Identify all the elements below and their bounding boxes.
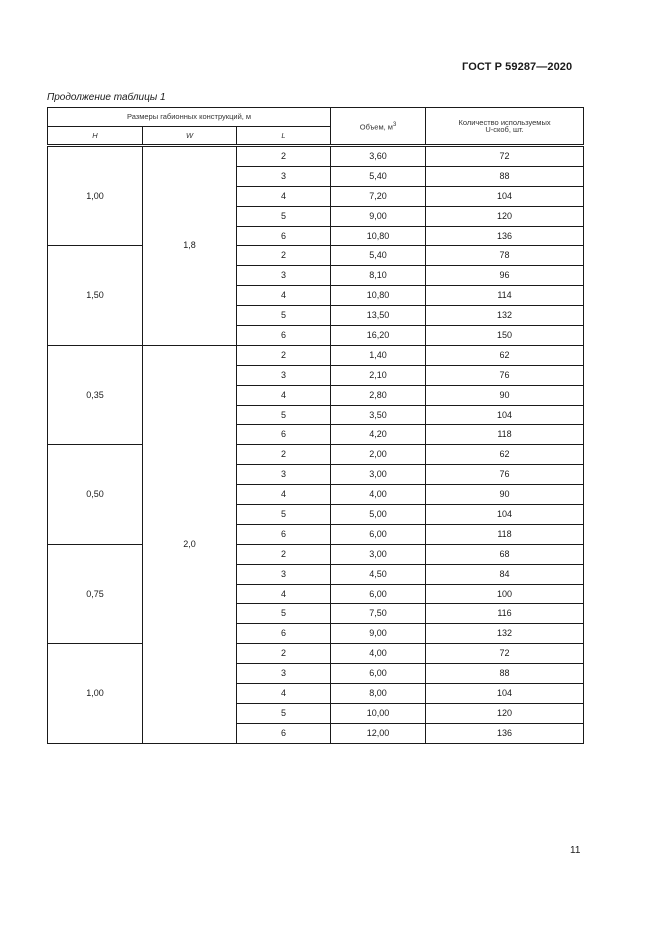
cell-l: 2 bbox=[237, 644, 331, 664]
cell-l: 5 bbox=[237, 703, 331, 723]
cell-volume: 8,00 bbox=[331, 684, 426, 704]
cell-l: 3 bbox=[237, 365, 331, 385]
cell-volume: 7,20 bbox=[331, 186, 426, 206]
cell-u-clip-count: 118 bbox=[426, 425, 584, 445]
cell-volume: 2,10 bbox=[331, 365, 426, 385]
cell-volume: 4,20 bbox=[331, 425, 426, 445]
cell-volume: 9,00 bbox=[331, 624, 426, 644]
cell-l: 4 bbox=[237, 485, 331, 505]
cell-u-clip-count: 114 bbox=[426, 286, 584, 306]
header-w: W bbox=[143, 127, 237, 145]
cell-u-clip-count: 104 bbox=[426, 505, 584, 525]
cell-u-clip-count: 62 bbox=[426, 445, 584, 465]
header-volume-superscript: 3 bbox=[392, 121, 397, 128]
cell-h: 1,00 bbox=[48, 644, 143, 743]
cell-l: 4 bbox=[237, 286, 331, 306]
cell-volume: 10,00 bbox=[331, 703, 426, 723]
cell-l: 6 bbox=[237, 723, 331, 743]
cell-u-clip-count: 118 bbox=[426, 524, 584, 544]
cell-u-clip-count: 72 bbox=[426, 644, 584, 664]
cell-u-clip-count: 104 bbox=[426, 684, 584, 704]
cell-l: 4 bbox=[237, 385, 331, 405]
cell-l: 3 bbox=[237, 266, 331, 286]
cell-w: 1,8 bbox=[143, 147, 237, 346]
header-count-line2: U-скоб, шт. bbox=[485, 125, 524, 134]
cell-volume: 2,00 bbox=[331, 445, 426, 465]
gabion-dimensions-table bbox=[47, 107, 584, 744]
cell-volume: 6,00 bbox=[331, 664, 426, 684]
table-row bbox=[48, 544, 584, 564]
cell-l: 2 bbox=[237, 445, 331, 465]
cell-u-clip-count: 100 bbox=[426, 584, 584, 604]
table-row bbox=[48, 644, 584, 664]
cell-u-clip-count: 90 bbox=[426, 385, 584, 405]
cell-l: 5 bbox=[237, 306, 331, 326]
cell-u-clip-count: 76 bbox=[426, 465, 584, 485]
cell-volume: 2,80 bbox=[331, 385, 426, 405]
cell-volume: 5,40 bbox=[331, 246, 426, 266]
cell-volume: 13,50 bbox=[331, 306, 426, 326]
cell-volume: 7,50 bbox=[331, 604, 426, 624]
cell-volume: 4,50 bbox=[331, 564, 426, 584]
cell-l: 5 bbox=[237, 505, 331, 525]
cell-u-clip-count: 120 bbox=[426, 703, 584, 723]
table-row bbox=[48, 345, 584, 365]
cell-h: 0,75 bbox=[48, 544, 143, 643]
cell-h: 0,35 bbox=[48, 345, 143, 444]
cell-u-clip-count: 120 bbox=[426, 206, 584, 226]
cell-l: 6 bbox=[237, 524, 331, 544]
header-h: H bbox=[48, 127, 143, 145]
cell-volume: 4,00 bbox=[331, 644, 426, 664]
cell-u-clip-count: 62 bbox=[426, 345, 584, 365]
cell-u-clip-count: 150 bbox=[426, 326, 584, 346]
cell-u-clip-count: 132 bbox=[426, 306, 584, 326]
cell-l: 4 bbox=[237, 584, 331, 604]
table-caption: Продолжение таблицы 1 bbox=[47, 92, 166, 103]
cell-u-clip-count: 116 bbox=[426, 604, 584, 624]
cell-volume: 9,00 bbox=[331, 206, 426, 226]
cell-volume: 5,40 bbox=[331, 166, 426, 186]
cell-volume: 16,20 bbox=[331, 326, 426, 346]
cell-u-clip-count: 68 bbox=[426, 544, 584, 564]
cell-h: 1,50 bbox=[48, 246, 143, 345]
cell-u-clip-count: 76 bbox=[426, 365, 584, 385]
cell-l: 6 bbox=[237, 326, 331, 346]
cell-l: 4 bbox=[237, 186, 331, 206]
cell-l: 4 bbox=[237, 684, 331, 704]
cell-l: 5 bbox=[237, 405, 331, 425]
header-u-clip-count bbox=[426, 108, 584, 145]
header-volume-label: Объем, м bbox=[359, 122, 393, 131]
document-standard-header: ГОСТ Р 59287—2020 bbox=[462, 61, 573, 73]
cell-volume: 10,80 bbox=[331, 226, 426, 246]
table-row bbox=[48, 147, 584, 167]
header-count-line1: Количество используемых bbox=[458, 117, 551, 127]
cell-l: 6 bbox=[237, 425, 331, 445]
cell-l: 3 bbox=[237, 166, 331, 186]
cell-l: 2 bbox=[237, 345, 331, 365]
cell-h: 0,50 bbox=[48, 445, 143, 544]
cell-u-clip-count: 72 bbox=[426, 147, 584, 167]
cell-volume: 6,00 bbox=[331, 584, 426, 604]
cell-volume: 10,80 bbox=[331, 286, 426, 306]
cell-l: 2 bbox=[237, 544, 331, 564]
cell-l: 3 bbox=[237, 564, 331, 584]
cell-u-clip-count: 84 bbox=[426, 564, 584, 584]
cell-l: 5 bbox=[237, 604, 331, 624]
cell-u-clip-count: 104 bbox=[426, 405, 584, 425]
cell-u-clip-count: 136 bbox=[426, 723, 584, 743]
cell-u-clip-count: 88 bbox=[426, 664, 584, 684]
cell-volume: 3,60 bbox=[331, 147, 426, 167]
cell-volume: 3,50 bbox=[331, 405, 426, 425]
page-number: 11 bbox=[570, 845, 581, 856]
table-row bbox=[48, 445, 584, 465]
cell-u-clip-count: 88 bbox=[426, 166, 584, 186]
cell-u-clip-count: 132 bbox=[426, 624, 584, 644]
cell-l: 2 bbox=[237, 246, 331, 266]
table-row bbox=[48, 246, 584, 266]
cell-l: 6 bbox=[237, 226, 331, 246]
cell-h: 1,00 bbox=[48, 147, 143, 246]
table-body bbox=[48, 145, 584, 744]
cell-l: 2 bbox=[237, 147, 331, 167]
cell-u-clip-count: 96 bbox=[426, 266, 584, 286]
cell-volume: 3,00 bbox=[331, 544, 426, 564]
header-dimensions-group: Размеры габионных конструкций, м bbox=[48, 108, 331, 127]
header-volume bbox=[331, 108, 426, 145]
cell-volume: 1,40 bbox=[331, 345, 426, 365]
cell-l: 3 bbox=[237, 465, 331, 485]
cell-u-clip-count: 104 bbox=[426, 186, 584, 206]
cell-l: 3 bbox=[237, 664, 331, 684]
cell-l: 6 bbox=[237, 624, 331, 644]
cell-volume: 8,10 bbox=[331, 266, 426, 286]
cell-volume: 12,00 bbox=[331, 723, 426, 743]
cell-volume: 3,00 bbox=[331, 465, 426, 485]
cell-volume: 4,00 bbox=[331, 485, 426, 505]
header-l: L bbox=[237, 127, 331, 145]
cell-l: 5 bbox=[237, 206, 331, 226]
cell-u-clip-count: 136 bbox=[426, 226, 584, 246]
cell-u-clip-count: 78 bbox=[426, 246, 584, 266]
cell-w: 2,0 bbox=[143, 345, 237, 743]
cell-volume: 6,00 bbox=[331, 524, 426, 544]
cell-u-clip-count: 90 bbox=[426, 485, 584, 505]
cell-volume: 5,00 bbox=[331, 505, 426, 525]
